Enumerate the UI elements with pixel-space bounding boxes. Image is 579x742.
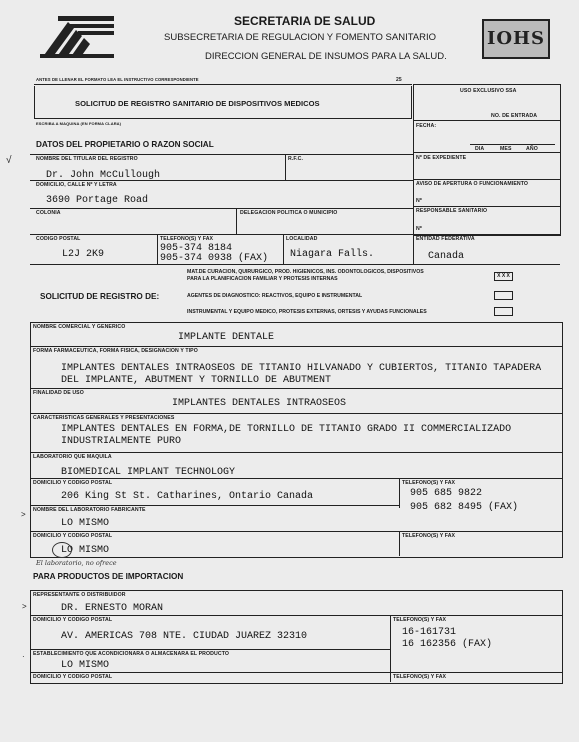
rep-dom-label: DOMICILIO Y CODIGO POSTAL (33, 617, 113, 623)
lab-label: LABORATORIO QUE MAQUILA (33, 454, 112, 460)
mes-label: MES (500, 146, 512, 152)
fab-tel-label: TELEFONO(S) Y FAX (402, 533, 456, 539)
option1-checkbox[interactable]: X X X (494, 272, 513, 281)
rep-tel-label: TELEFONO(S) Y FAX (393, 617, 447, 623)
rep-value: DR. ERNESTO MORAN (61, 603, 164, 614)
aviso-label: AVISO DE APERTURA O FUNCIONAMIENTO (416, 181, 529, 187)
header-secretaria: SECRETARIA DE SALUD (234, 14, 376, 28)
option1-line1: MAT.DE CURACION, QUIRURGICO, PROD. HIGIENICOS, INS. ODONTOLOGICOS, DISPOSITIVOS (187, 269, 424, 275)
ano-label: AÑO (526, 146, 538, 152)
option2-label: AGENTES DE DIAGNOSTICO: REACTIVOS, EQUIPO E INSTRUMENTAL (187, 293, 363, 299)
solicitud-label: SOLICITUD DE REGISTRO DE: (40, 292, 160, 301)
localidad-value: Niagara Falls. (290, 249, 375, 260)
tel-label: TELEFONO(S) Y FAX (160, 236, 214, 242)
form-title: SOLICITUD DE REGISTRO SANITARIO DE DISPOSITIVOS MEDICOS (75, 99, 320, 108)
fab-dom-label: DOMICILIO Y CODIGO POSTAL (33, 533, 113, 539)
rep-tel-value-2: 16 162356 (FAX) (402, 639, 493, 650)
estab-dom-label: DOMICILIO Y CODIGO POSTAL (33, 674, 113, 680)
rfc-label: R.F.C. (288, 156, 304, 162)
finalidad-value: IMPLANTES DENTALES INTRAOSEOS (172, 398, 347, 409)
header-direccion: DIRECCION GENERAL DE INSUMOS PARA LA SALUD. (205, 51, 447, 62)
entidad-value: Canada (428, 251, 465, 262)
forma-value-1: IMPLANTES DENTALES INTRAOSEOS DE TITANIO HILVANADO Y CUBIERTOS, TITANIO TAPADERA (61, 363, 542, 374)
option1-line2: PARA LA PLANIFICACION FAMILIAR Y PROTESIS INTERNAS (187, 276, 338, 282)
uso-exclusivo-label: USO EXCLUSIVO SSA (460, 88, 517, 94)
forma-label: FORMA FARMACEUTICA, FORMA FISICA, DESIGNACION Y TIPO (33, 348, 198, 354)
titular-label: NOMBRE DEL TITULAR DEL REGISTRO (36, 156, 138, 162)
caract-label: CARACTERISTICAS GENERALES Y PRESENTACIONES (33, 415, 175, 421)
caract-value-2: INDUSTRIALMENTE PURO (61, 436, 182, 447)
localidad-label: LOCALIDAD (286, 236, 318, 242)
responsable-label: RESPONSABLE SANITARIO (416, 208, 488, 214)
caract-value-1: IMPLANTES DENTALES EN FORMA,DE TORNILLO DE TITANIO GRADO II COMMERCIALIZADO (61, 424, 512, 435)
estab-label: ESTABLECIMIENTO QUE ACONDICIONARA O ALMACENARA EL PRODUCTO (33, 651, 230, 657)
lab-tel-label: TELEFONO(S) Y FAX (402, 480, 456, 486)
option2-checkbox[interactable] (494, 291, 513, 300)
instructions-note: ANTES DE LLENAR EL FORMATO LEA EL INSTRUCTIVO CORRESPONDIENTE (36, 77, 199, 82)
rep-tel-value-1: 16-161731 (402, 627, 457, 638)
nombre-label: NOMBRE COMERCIAL Y GENERICO (33, 324, 126, 330)
fab-value: LO MISMO (61, 518, 110, 529)
no-entrada-label: NO. DE ENTRADA (491, 113, 538, 119)
handwritten-circle (52, 542, 72, 558)
lab-tel-value-2: 905 682 8495 (FAX) (410, 502, 519, 513)
finalidad-label: FINALIDAD DE USO (33, 390, 84, 396)
fecha-label: FECHA: (416, 123, 437, 129)
domicilio-value: 3690 Portage Road (46, 195, 149, 206)
lab-dom-label: DOMICILIO Y CODIGO POSTAL (33, 480, 113, 486)
rep-dom-value: AV. AMERICAS 708 NTE. CIUDAD JUAREZ 32310 (61, 631, 308, 642)
header-subsecretaria: SUBSECRETARIA DE REGULACION Y FOMENTO SANITARIO (164, 32, 437, 43)
ssa-logo (38, 14, 116, 60)
forma-value-2: DEL IMPLANTE, ABUTMENT Y TORNILLO DE ABUTMENT (61, 375, 332, 386)
fab-dom-value: LO MISMO (61, 545, 110, 556)
option3-label: INSTRUMENTAL Y EQUIPO MEDICO, PROTESIS EXTERNAS, ORTESIS Y AYUDAS FUNCIONALES (187, 309, 427, 315)
responsable-no: Nº (416, 226, 422, 232)
owner-heading: DATOS DEL PROPIETARIO O RAZON SOCIAL (36, 140, 214, 149)
cp-value: L2J 2K9 (62, 249, 105, 260)
dia-label: DIA (475, 146, 485, 152)
escriba-note: ESCRIBA A MAQUINA (EN FORMA CLARA) (36, 121, 122, 126)
nombre-value: IMPLANTE DENTALE (178, 332, 275, 343)
fab-label: NOMBRE DEL LABORATORIO FABRICANTE (33, 507, 146, 513)
colonia-label: COLONIA (36, 210, 61, 216)
titular-value: Dr. John McCullough (46, 170, 161, 181)
page-number: 25 (396, 77, 402, 83)
delegacion-label: DELEGACION POLITICA O MUNICIPIO (240, 210, 338, 216)
tel-value-1: 905-374 8184 (160, 243, 233, 254)
option3-checkbox[interactable] (494, 307, 513, 316)
lab-dom-value: 206 King St St. Catharines, Ontario Canada (61, 491, 314, 502)
rep-label: REPRESENTANTE O DISTRIBUIDOR (33, 592, 126, 598)
tel-value-2: 905-374 0938 (FAX) (160, 253, 269, 264)
cp-label: CODIGO POSTAL (36, 236, 81, 242)
aviso-no: Nº (416, 198, 422, 204)
estab-value: LO MISMO (61, 660, 110, 671)
lab-tel-value-1: 905 685 9822 (410, 488, 483, 499)
entidad-label: ENTIDAD FEDERATIVA (416, 236, 475, 242)
estab-tel-label: TELEFONO(S) Y FAX (393, 674, 447, 680)
import-heading: PARA PRODUCTOS DE IMPORTACION (33, 572, 184, 581)
iohs-badge: IOHS (482, 19, 550, 59)
handwritten-note: El laboratorio, no ofrece (36, 559, 117, 567)
lab-value: BIOMEDICAL IMPLANT TECHNOLOGY (61, 467, 236, 478)
domicilio-label: DOMICILIO, CALLE Nº Y LETRA (36, 182, 117, 188)
expediente-label: Nº DE EXPEDIENTE (416, 155, 467, 161)
